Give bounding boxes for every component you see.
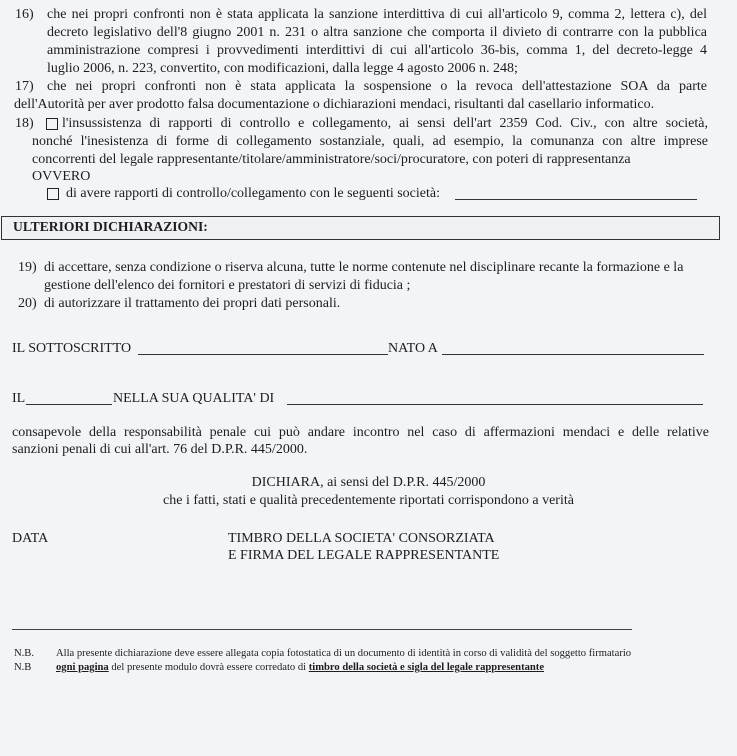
item-20-text: di autorizzare il trattamento dei propri dati personali. (44, 296, 341, 311)
item-17-line-2: dell'Autorità per aver prodotto falsa documentazione o dichiarazioni mendaci, risultanti dal casellario informatico. (14, 97, 655, 112)
item-19-line-2: gestione dell'elenco dei fornitori e prestatori di servizi di fiducia ; (44, 278, 411, 293)
dichiara-line-1: DICHIARA, ai sensi del D.P.R. 445/2000 (251, 475, 486, 490)
item-16-line-4: luglio 2006, n. 223, convertito, con modificazioni, dalla legge 4 agosto 2006 n. 248; (47, 61, 518, 76)
item-16-line-3: amministrazione compresi i provvedimenti interdittivi di cui all'articolo 36-bis, comma 1, del decreto-legge 4 (47, 43, 707, 58)
nb-ogni-pagina: ogni pagina (56, 662, 109, 673)
section-title: ULTERIORI DICHIARAZIONI: (13, 219, 208, 234)
nato-label: NATO A (388, 341, 438, 356)
date-of-birth-field[interactable] (26, 390, 112, 405)
item-19-line-1: di accettare, senza condizione o riserva alcuna, tutte le norme contenute nel disciplinare recante la formazione e la (44, 260, 684, 275)
qualita-label: NELLA SUA QUALITA' DI (113, 391, 275, 406)
timbro-line-1: TIMBRO DELLA SOCIETA' CONSORZIATA (228, 531, 495, 546)
sottoscritto-field[interactable] (138, 340, 388, 355)
ovvero-label: OVVERO (32, 169, 91, 184)
sottoscritto-label: IL SOTTOSCRITTO (12, 341, 132, 356)
nato-field[interactable] (442, 340, 704, 355)
qualita-field[interactable] (287, 390, 703, 405)
timbro-line-2: E FIRMA DEL LEGALE RAPPRESENTANTE (228, 548, 500, 563)
item-number: 19) (18, 260, 37, 275)
nb-text-1: Alla presente dichiarazione deve essere allegata copia fotostatica di un documento di identità in corso di validità del soggetto firmatario (56, 648, 632, 659)
signature-line[interactable] (12, 629, 632, 630)
data-label: DATA (12, 531, 49, 546)
item-number: 16) (15, 7, 34, 22)
item-number: 17) (15, 79, 34, 94)
nb-mid-text: del presente modulo dovrà essere corredato di (108, 662, 309, 673)
item-17-line-1: che nei propri confronti non è stata applicata la sospensione o la revoca dell'attestazione SOA da parte (47, 79, 707, 94)
nb-text-2 (56, 661, 544, 675)
item-18-option-2: di avere rapporti di controllo/collegamento con le seguenti società: (66, 186, 440, 201)
companies-input-line[interactable] (455, 185, 697, 200)
checkbox-no-control[interactable] (46, 118, 58, 130)
item-number: 20) (18, 296, 37, 311)
item-number: 18) (15, 116, 34, 131)
item-18-line-3: concorrenti del legale rappresentante/titolare/amministratore/soci/procuratore, con poteri di rappresentanza (32, 152, 631, 167)
item-18-line-1: l'insussistenza di rapporti di controllo e collegamento, ai sensi dell'art 2359 Cod. Civ., con altre società, (62, 116, 708, 131)
consapevole-line-2: sanzioni penali di cui all'art. 76 del D.P.R. 445/2000. (12, 442, 308, 457)
item-16-line-2: decreto legislativo dell'8 giugno 2001 n. 231 o altra sanzione che comporta il divieto di contrarre con la pubblica (47, 25, 707, 40)
item-18-line-2: nonché l'inesistenza di forme di collegamento sostanziale, quali, ad esempio, la comunanza con altre imprese (32, 134, 708, 149)
consapevole-line-1: consapevole della responsabilità penale cui può andare incontro nel caso di affermazioni mendaci e delle relative (12, 425, 709, 440)
section-header (1, 216, 720, 240)
nb-label-2: N.B (14, 662, 32, 673)
checkbox-has-control[interactable] (47, 188, 59, 200)
item-16-line-1: che nei propri confronti non è stata applicata la sanzione interdittiva di cui all'articolo 9, comma 2, lettera c), del (47, 7, 707, 22)
nb-timbro-sigla: timbro della società e sigla del legale rappresentante (308, 662, 545, 673)
il-label: IL (12, 391, 26, 406)
nb-label-1: N.B. (14, 648, 35, 659)
dichiara-line-2: che i fatti, stati e qualità precedentemente riportati corrispondono a verità (163, 493, 574, 508)
